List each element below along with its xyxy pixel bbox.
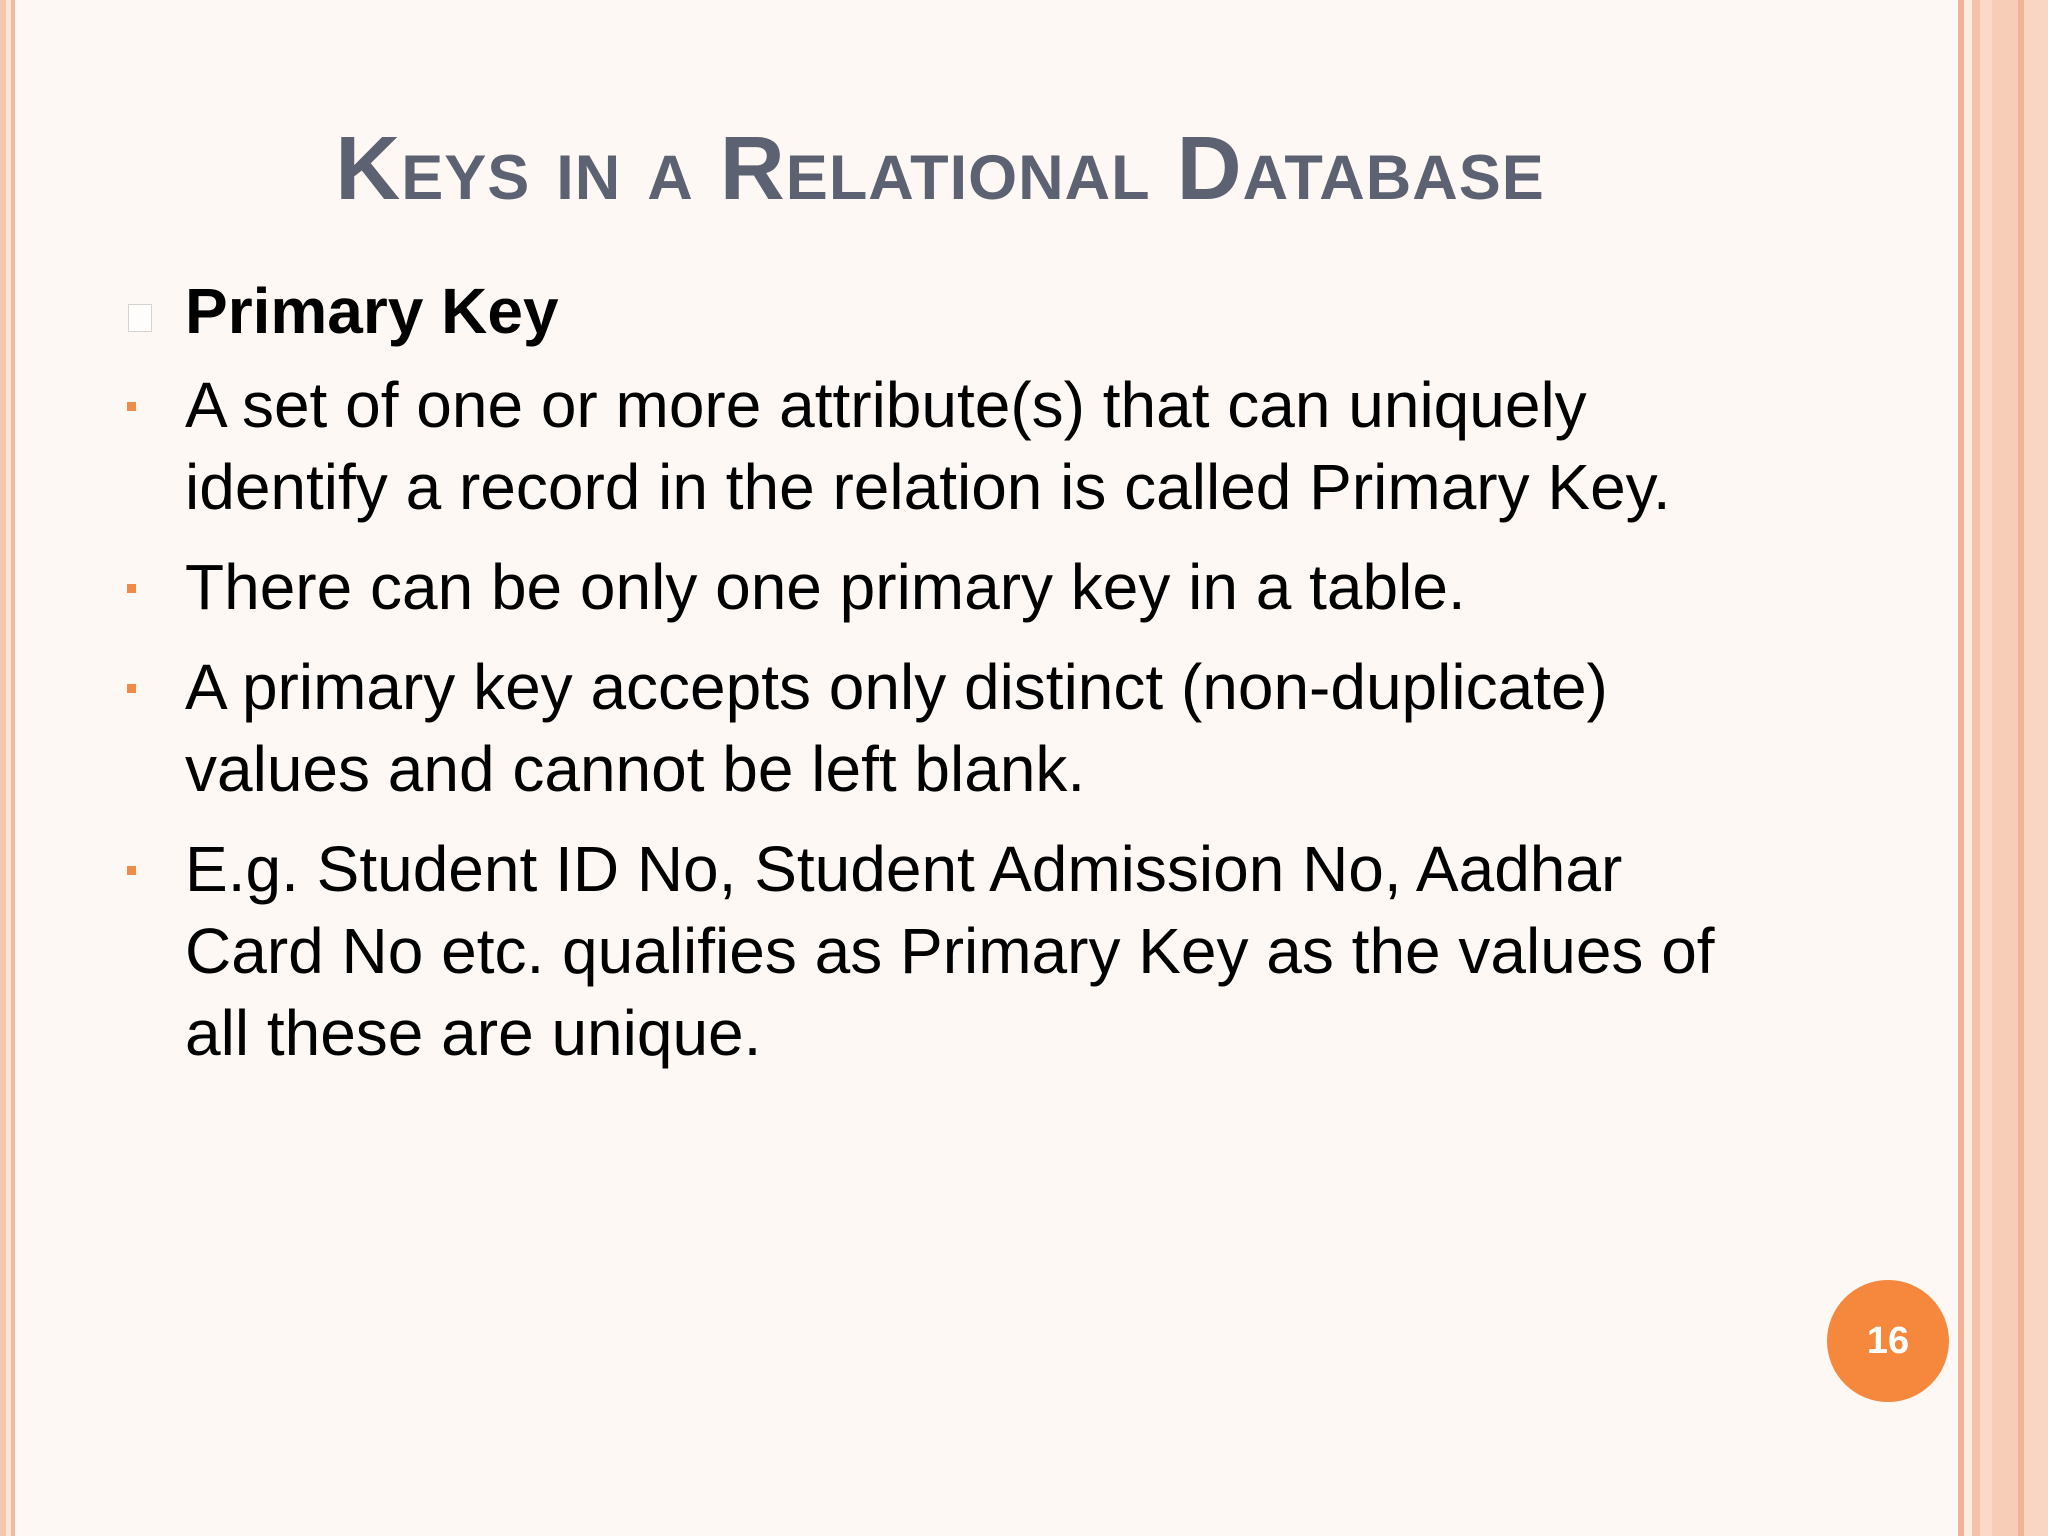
- orange-square-icon: [127, 866, 136, 875]
- bullet-text: E.g. Student ID No, Student Admission No, Aadhar Card No etc. qualifies as Primary Key as the values of all these are unique.: [185, 833, 1715, 1069]
- bullet-text: There can be only one primary key in a table.: [185, 551, 1466, 623]
- right-decorative-border: [1958, 0, 2048, 1536]
- heading-text: Primary Key: [185, 275, 559, 347]
- page-number-badge: 16: [1827, 1280, 1949, 1402]
- orange-square-icon: [127, 684, 136, 693]
- bullet-text: A primary key accepts only distinct (non-duplicate) values and cannot be left blank.: [185, 651, 1608, 805]
- bullet-item: [0, 828, 1765, 1074]
- bullet-text: A set of one or more attribute(s) that can uniquely identify a record in the relation is called Primary Key.: [185, 369, 1671, 523]
- slide-title: Keys in a Relational Database: [335, 119, 1545, 219]
- orange-square-icon: [127, 402, 136, 411]
- bullet-item: [0, 364, 1765, 528]
- heading-item: [0, 270, 1900, 352]
- empty-box-icon: [128, 304, 152, 332]
- bullet-item: [0, 546, 1765, 628]
- bullet-item: [0, 646, 1765, 810]
- slide-content: [0, 270, 1900, 1092]
- orange-square-icon: [127, 584, 136, 593]
